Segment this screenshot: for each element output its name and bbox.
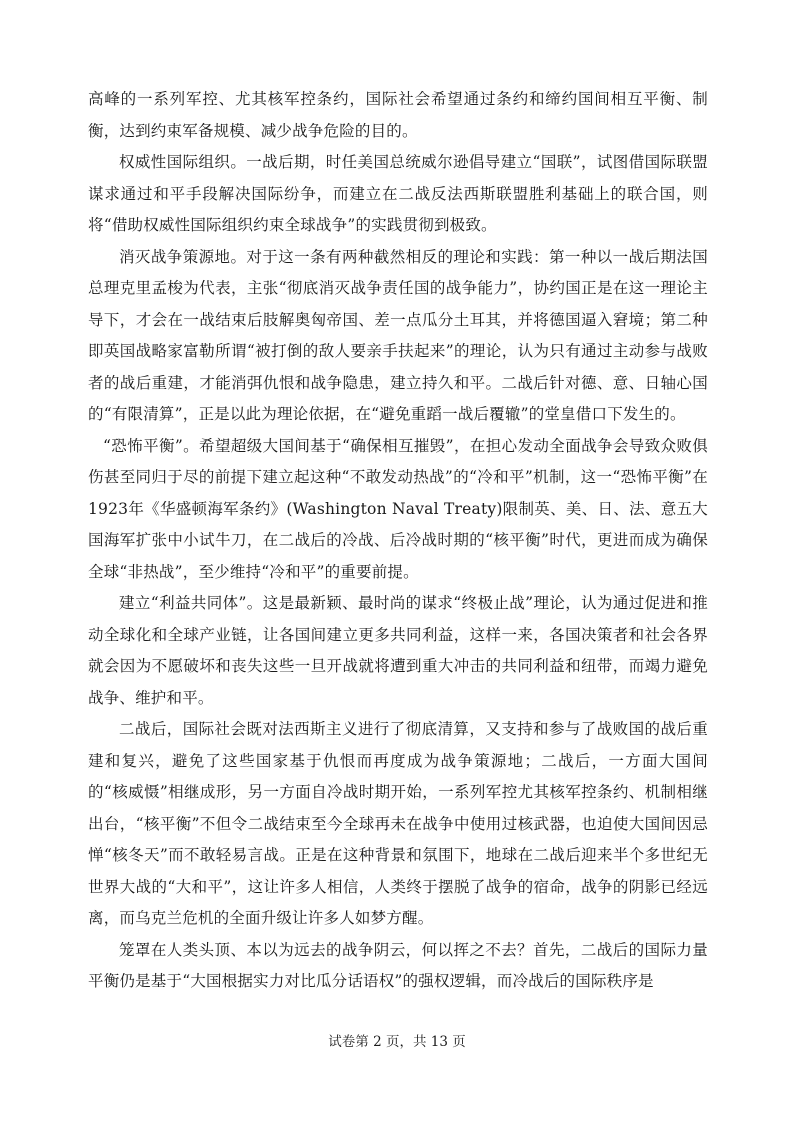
paragraph-continuation: 高峰的一系列军控、尤其核军控条约，国际社会希望通过条约和缔约国间相互平衡、制衡，达到约束军备规模、减少战争危险的目的。 xyxy=(88,90,708,140)
paragraph-community-of-interests: 建立“利益共同体”。这是最新颖、最时尚的谋求“终极止战”理论，认为通过促进和推动全球化和全球产业链，让各国间建立更多共同利益，这样一来，各国决策者和社会各界就会因为不愿破坏和丧失这些一旦开战就将遭到重大冲击的共同利益和纽带，而竭力避免战争、维护和平。 xyxy=(88,594,708,707)
document-body xyxy=(88,84,708,998)
paragraph-authoritative-organizations: 权威性国际组织。一战后期，时任美国总统威尔逊倡导建立“国联”，试图借国际联盟谋求通过和平手段解决国际纷争，而建立在二战反法西斯联盟胜利基础上的联合国，则将“借助权威性国际组织约束全球战争”的实践贯彻到极致。 xyxy=(88,153,708,234)
paragraph-eliminate-war-sources: 消灭战争策源地。对于这一条有两种截然相反的理论和实践：第一种以一战后期法国总理克里孟梭为代表，主张“彻底消灭战争责任国的战争能力”，协约国正是在这一理论主导下，才会在一战结束后肢解奥匈帝国、差一点瓜分土耳其，并将德国逼入窘境；第二种即英国战略家富勒所谓“被打倒的敌人要亲手扶起来”的理论，认为只有通过主动参与战败者的战后重建，才能消弭仇恨和战争隐患，建立持久和平。二战后针对德、意、日轴心国的“有限清算”，正是以此为理论依据，在“避免重蹈一战后覆辙”的堂皇借口下发生的。 xyxy=(88,247,708,423)
paragraph-post-ww2: 二战后，国际社会既对法西斯主义进行了彻底清算，又支持和参与了战败国的战后重建和复兴，避免了这些国家基于仇恨而再度成为战争策源地；二战后，一方面大国间的“核威慑”相继成形，另一方面自冷战时期开始，一系列军控尤其核军控条约、机制相继出台，“核平衡”不但令二战结束至今全球再未在战争中使用过核武器，也迫使大国间因忌惮“核冬天”而不敢轻易言战。正是在这种背景和氛围下，地球在二战后迎来半个多世纪无世界大战的“大和平”，这让许多人相信，人类终于摆脱了战争的宿命，战争的阴影已经远离，而乌克兰危机的全面升级让许多人如梦方醒。 xyxy=(88,720,708,927)
page-footer: 试卷第 2 页，共 13 页 xyxy=(328,1034,466,1050)
paragraph-war-clouds: 笼罩在人类头顶、本以为远去的战争阴云，何以挥之不去？首先，二战后的国际力量平衡仍是基于“大国根据实力对比瓜分话语权”的强权逻辑，而冷战后的国际秩序是 xyxy=(88,940,708,990)
paragraph-balance-of-terror: “恐怖平衡”。希望超级大国间基于“确保相互摧毁”，在担心发动全面战争会导致众败俱伤甚至同归于尽的前提下建立起这种“不敢发动热战”的“冷和平”机制，这一“恐怖平衡”在1923年《华盛顿海军条约》(Washington Naval Treaty)限制英、美、日、法、意五大国海军扩张中小试牛刀，在二战后的冷战、后冷战时期的“核平衡”时代，更进而成为确保全球“非热战”，至少维持“冷和平”的重要前提。 xyxy=(88,436,708,581)
